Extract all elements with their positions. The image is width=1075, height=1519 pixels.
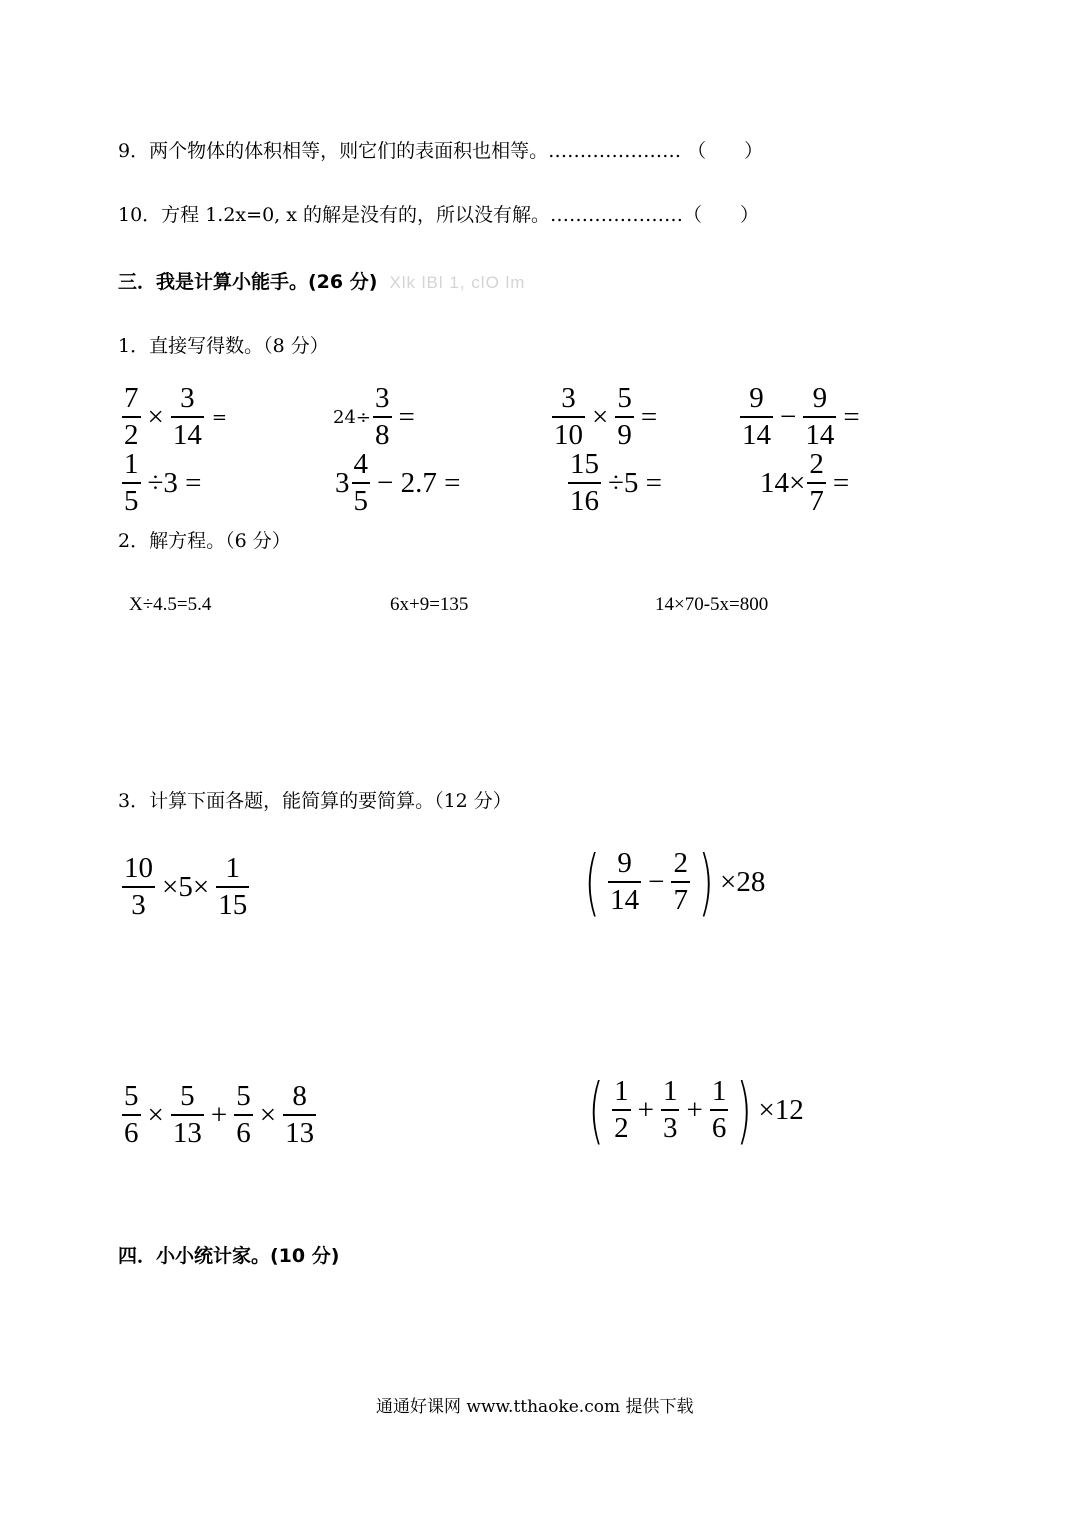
fraction: [612, 1077, 631, 1143]
question-9: 9．两个物体的体积相等，则它们的表面积也相等。………………… （ ）: [118, 140, 764, 162]
denominator: 3: [122, 886, 155, 920]
fraction: [552, 384, 585, 450]
equals-sign: =: [640, 400, 658, 433]
equals-sign: =: [832, 466, 850, 499]
operator: ×: [592, 400, 609, 433]
fraction: [740, 384, 773, 450]
left-paren: (: [588, 1068, 604, 1152]
footer-credit: 通通好课网 www.tthaoke.com 提供下载: [376, 1397, 694, 1417]
numerator: 8: [292, 1080, 307, 1112]
fraction: [122, 854, 155, 920]
part-3-title: 3．计算下面各题，能简算的要简算。（12 分）: [118, 790, 512, 812]
numerator: 3: [375, 382, 390, 414]
numerator: 1: [711, 1075, 727, 1107]
whole-part: 14×: [760, 466, 806, 499]
fraction: [803, 384, 836, 450]
fraction: [568, 450, 601, 516]
denominator: 7: [671, 881, 690, 915]
numerator: 5: [617, 382, 632, 414]
operator: −: [780, 400, 797, 433]
numerator: 5: [124, 1080, 139, 1112]
operator: ×: [259, 1098, 277, 1131]
fraction: [608, 849, 641, 915]
question-10: 10．方程 1.2x=0, x 的解是没有的，所以没有解。…………………（ ）: [118, 204, 759, 226]
denominator: 14: [608, 881, 641, 915]
numerator: 9: [617, 847, 632, 879]
calc-3: [120, 1082, 318, 1148]
numerator: 1: [614, 1075, 629, 1107]
numerator: 3: [180, 382, 195, 414]
expression-tail: ×28: [720, 865, 766, 898]
whole-part: 3: [335, 466, 350, 499]
calc-4: [582, 1068, 804, 1152]
numerator: 3: [561, 382, 576, 414]
part-2-title: 2．解方程。（6 分）: [118, 530, 291, 552]
numerator: 1: [225, 852, 240, 884]
fraction: [373, 384, 392, 450]
equals-sign: =: [843, 400, 860, 433]
part-1-title: 1．直接写得数。（8 分）: [118, 335, 329, 357]
expr-6: [335, 450, 465, 516]
numerator: 7: [124, 382, 139, 414]
denominator: 10: [552, 416, 585, 450]
numerator: 2: [673, 847, 688, 879]
numerator: 15: [570, 448, 599, 480]
expression-rest: ÷3 =: [147, 466, 202, 499]
section-3-title-text: 三．我是计算小能手。(26 分): [118, 271, 378, 293]
operator: ×: [147, 1098, 164, 1131]
numerator: 5: [236, 1080, 251, 1112]
equation-2: 6x+9=135: [390, 594, 469, 615]
fraction: [710, 1077, 729, 1143]
fraction: [615, 384, 634, 450]
denominator: 13: [283, 1114, 316, 1148]
fraction: [171, 1082, 204, 1148]
denominator: 13: [171, 1114, 204, 1148]
equals-sign: =: [211, 406, 227, 428]
denominator: 16: [568, 482, 601, 516]
expr-2: [333, 384, 420, 450]
numerator: 4: [353, 448, 368, 480]
calc-2: [578, 840, 766, 924]
denominator: 14: [803, 416, 836, 450]
denominator: 6: [710, 1109, 729, 1143]
denominator: 3: [661, 1109, 680, 1143]
denominator: 15: [216, 886, 249, 920]
whole-part: 24÷: [333, 406, 371, 428]
expr-3: [550, 384, 662, 450]
operator: +: [686, 1093, 703, 1126]
denominator: 5: [352, 482, 371, 516]
fraction: [661, 1077, 680, 1143]
operator: +: [210, 1098, 228, 1131]
calc-1: [120, 854, 251, 920]
equation-3: 14×70-5x=800: [655, 594, 769, 615]
numerator: 9: [749, 382, 764, 414]
expression-rest: − 2.7 =: [377, 466, 461, 499]
fraction: [216, 854, 249, 920]
numerator: 10: [124, 852, 153, 884]
operator: +: [637, 1093, 654, 1126]
expression-rest: ÷5 =: [608, 466, 663, 499]
equals-sign: =: [398, 400, 415, 433]
expr-4: [738, 384, 865, 450]
operator: ×: [147, 400, 164, 433]
right-paren: ): [698, 840, 714, 924]
fraction: [234, 1082, 253, 1148]
section-3-title: [118, 270, 525, 295]
operator: −: [648, 865, 665, 898]
fraction: [807, 450, 826, 516]
fraction: [171, 384, 204, 450]
fraction: [122, 384, 141, 450]
expr-8: [760, 450, 854, 516]
right-paren: ): [736, 1068, 753, 1152]
operator: ×5×: [162, 870, 210, 903]
denominator: 6: [234, 1114, 253, 1148]
denominator: 7: [807, 482, 826, 516]
numerator: 1: [124, 448, 139, 480]
numerator: 9: [812, 382, 828, 414]
expression-tail: ×12: [758, 1093, 804, 1126]
denominator: 14: [740, 416, 773, 450]
denominator: 2: [612, 1109, 631, 1143]
numerator: 1: [662, 1075, 678, 1107]
scan-noise: Xlk lBl 1, clO lm: [389, 273, 526, 292]
fraction: [122, 1082, 141, 1148]
denominator: 5: [122, 482, 141, 516]
left-paren: (: [584, 840, 600, 924]
equation-1: X÷4.5=5.4: [129, 594, 212, 615]
fraction: [122, 450, 141, 516]
numerator: 5: [180, 1080, 195, 1112]
denominator: 8: [373, 416, 392, 450]
expr-1: [120, 384, 227, 450]
denominator: 6: [122, 1114, 141, 1148]
denominator: 14: [171, 416, 204, 450]
expr-7: [566, 450, 667, 516]
denominator: 9: [615, 416, 634, 450]
section-4-title: 四．小小统计家。(10 分): [118, 1245, 340, 1267]
expr-5: [120, 450, 207, 516]
fraction: [352, 450, 371, 516]
fraction: [671, 849, 690, 915]
denominator: 2: [122, 416, 141, 450]
numerator: 2: [809, 448, 824, 480]
fraction: [283, 1082, 316, 1148]
